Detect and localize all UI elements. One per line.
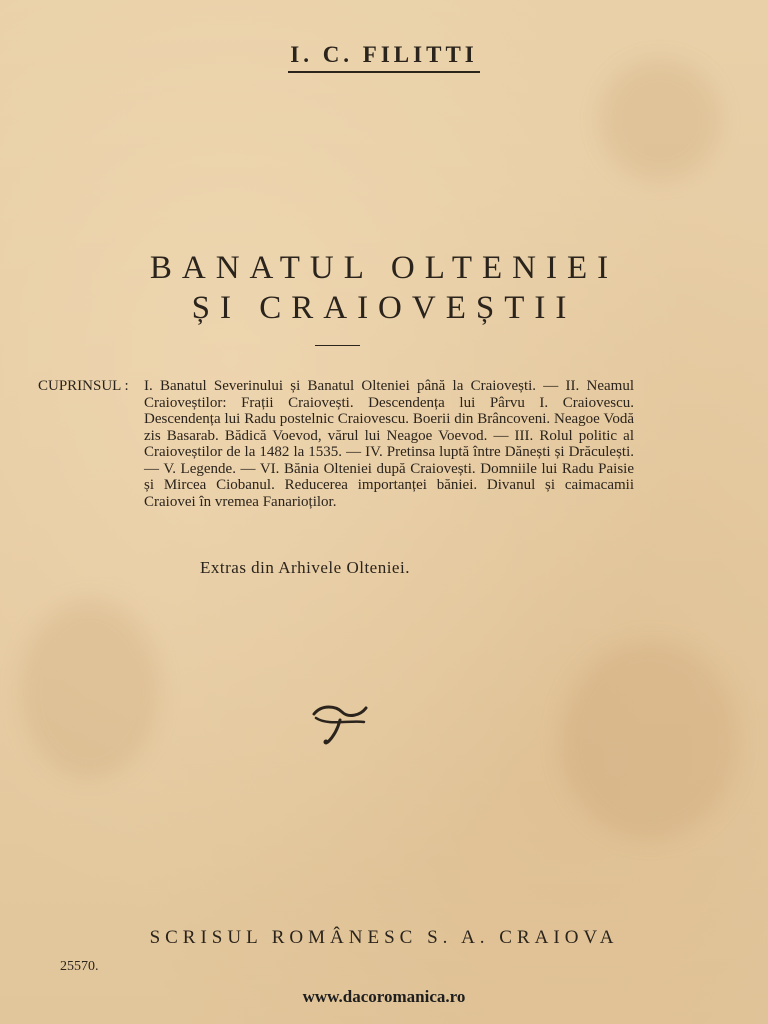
book-title-line-1: BANATUL OLTENIEI xyxy=(149,250,619,286)
paper-stain xyxy=(600,60,720,180)
extract-note: Extras din Arhivele Olteniei. xyxy=(200,558,410,577)
paper-stain xyxy=(20,600,160,780)
contents-label: CUPRINSUL : xyxy=(38,378,129,394)
source-website: www.dacoromanica.ro xyxy=(302,987,466,1006)
author-name-text: I. C. FILITTI xyxy=(288,42,479,73)
publisher-line: SCRISUL ROMÂNESC S. A. CRAIOVA xyxy=(149,927,619,948)
title-divider xyxy=(315,345,360,346)
author-name xyxy=(0,42,768,73)
book-title-line-2: ȘI CRAIOVEȘTII xyxy=(191,290,577,326)
contents-text: I. Banatul Severinului și Banatul Olteniei până la Craiovești. — II. Neamul Craioveștilor: Frații Craiovești. Descendența lui Pârvu I. Craiovescu. Descendența lui Radu postelnic Craiovescu. Boerii din Brâncoveni. Neagoe Vodă zis Basarab. Bădică Voevod, vărul lui Neagoe Voevod. — III. Rolul politic al Craioveștilor de la 1482 la 1535. — IV. Pretinsa luptă între Dănești și Drăculești. — V. Legende. — VI. Bănia Olteniei după Craiovești. Domniile lui Radu Paisie și Mircea Ciobanul. Reducerea importanței băniei. Divanul și caimacamii Craiovei în vremea Fanarioților. xyxy=(144,378,634,510)
fleuron-ornament-icon xyxy=(306,700,376,750)
paper-stain xyxy=(560,640,740,840)
print-number: 25570. xyxy=(60,959,99,974)
